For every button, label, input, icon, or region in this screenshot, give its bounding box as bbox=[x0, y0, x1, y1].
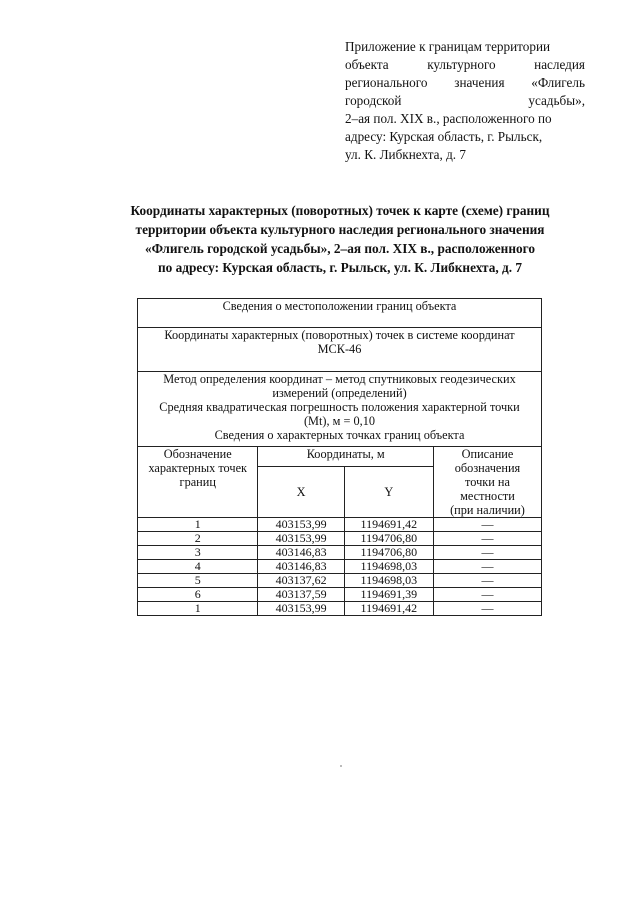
cell-line: характерных точек bbox=[148, 461, 248, 475]
y-cell: 1194706,80 bbox=[344, 546, 433, 560]
table-row bbox=[138, 602, 542, 616]
cell-line: обозначения bbox=[454, 461, 521, 475]
cell-line: границ bbox=[179, 475, 216, 489]
point-id-cell: 3 bbox=[138, 546, 258, 560]
cell-line: (при наличии) bbox=[450, 503, 525, 517]
appendix-line bbox=[345, 74, 585, 92]
appendix-word: «Флигель bbox=[531, 75, 585, 90]
description-cell: — bbox=[433, 560, 541, 574]
y-cell: 1194706,80 bbox=[344, 532, 433, 546]
point-id-cell: 6 bbox=[138, 588, 258, 602]
description-cell: — bbox=[433, 574, 541, 588]
x-cell: 403146,83 bbox=[258, 560, 344, 574]
title-line: Координаты характерных (поворотных) точек к карте (схеме) границ bbox=[130, 203, 550, 218]
point-id-cell: 5 bbox=[138, 574, 258, 588]
table-row bbox=[138, 532, 542, 546]
point-id-cell: 1 bbox=[138, 518, 258, 532]
cell-line: Обозначение bbox=[163, 447, 232, 461]
y-cell: 1194691,42 bbox=[344, 602, 433, 616]
point-id-cell: 1 bbox=[138, 602, 258, 616]
description-cell: — bbox=[433, 532, 541, 546]
appendix-line: адресу: Курская область, г. Рыльск, bbox=[345, 129, 543, 144]
appendix-line: Приложение к границам территории bbox=[345, 39, 551, 54]
appendix-word: культурного bbox=[427, 57, 496, 72]
coordinates-table bbox=[137, 298, 542, 616]
appendix-word: значения bbox=[454, 75, 505, 90]
x-cell: 403137,62 bbox=[258, 574, 344, 588]
appendix-line: 2–ая пол. XIX в., расположенного по bbox=[345, 111, 552, 126]
header-coordinates: Координаты, м bbox=[258, 447, 434, 467]
document-title bbox=[90, 201, 590, 277]
title-line: «Флигель городской усадьбы», 2–ая пол. XIX в., расположенного bbox=[144, 241, 536, 256]
description-cell: — bbox=[433, 518, 541, 532]
title-line: территории объекта культурного наследия регионального значения bbox=[135, 222, 545, 237]
appendix-word: регионального bbox=[345, 75, 428, 90]
cell-line: Метод определения координат – метод спутниковых геодезических bbox=[163, 372, 516, 386]
location-info-cell: Сведения о местоположении границ объекта bbox=[138, 299, 542, 328]
cell-line: местности bbox=[460, 489, 515, 503]
cell-line: Координаты характерных (поворотных) точек в системе координат bbox=[164, 328, 515, 342]
x-cell: 403153,99 bbox=[258, 602, 344, 616]
cell-line: Средняя квадратическая погрешность положения характерной точки bbox=[159, 400, 520, 414]
y-cell: 1194698,03 bbox=[344, 560, 433, 574]
y-cell: 1194691,39 bbox=[344, 588, 433, 602]
cell-line: Описание bbox=[461, 447, 514, 461]
appendix-note bbox=[345, 38, 585, 164]
table-info-row bbox=[138, 299, 542, 328]
table-info-row bbox=[138, 328, 542, 372]
appendix-line: ул. К. Либкнехта, д. 7 bbox=[345, 147, 466, 162]
method-info-cell bbox=[138, 372, 542, 447]
scan-speck bbox=[340, 765, 342, 767]
header-x: X bbox=[258, 467, 344, 518]
table-header-row bbox=[138, 447, 542, 467]
x-cell: 403153,99 bbox=[258, 532, 344, 546]
y-cell: 1194698,03 bbox=[344, 574, 433, 588]
point-id-cell: 4 bbox=[138, 560, 258, 574]
appendix-line bbox=[345, 92, 585, 110]
appendix-word: наследия bbox=[534, 57, 585, 72]
table-row bbox=[138, 546, 542, 560]
table-row bbox=[138, 560, 542, 574]
header-y: Y bbox=[344, 467, 433, 518]
appendix-word: объекта bbox=[345, 57, 389, 72]
coordinate-system-cell bbox=[138, 328, 542, 372]
header-point-id bbox=[138, 447, 258, 518]
table-row bbox=[138, 588, 542, 602]
cell-line: Сведения о характерных точках границ объекта bbox=[214, 428, 465, 442]
x-cell: 403137,59 bbox=[258, 588, 344, 602]
description-cell: — bbox=[433, 588, 541, 602]
table-info-row bbox=[138, 372, 542, 447]
header-description bbox=[433, 447, 541, 518]
appendix-word: городской bbox=[345, 93, 402, 108]
cell-line: (Mt), м = 0,10 bbox=[303, 414, 376, 428]
x-cell: 403146,83 bbox=[258, 546, 344, 560]
cell-line: МСК-46 bbox=[317, 342, 362, 356]
description-cell: — bbox=[433, 602, 541, 616]
title-line: по адресу: Курская область, г. Рыльск, ул. К. Либкнехта, д. 7 bbox=[157, 260, 523, 275]
x-cell: 403153,99 bbox=[258, 518, 344, 532]
cell-line: измерений (определений) bbox=[272, 386, 407, 400]
appendix-word: усадьбы», bbox=[528, 93, 585, 108]
table-row bbox=[138, 574, 542, 588]
y-cell: 1194691,42 bbox=[344, 518, 433, 532]
table-row bbox=[138, 518, 542, 532]
appendix-line bbox=[345, 56, 585, 74]
point-id-cell: 2 bbox=[138, 532, 258, 546]
description-cell: — bbox=[433, 546, 541, 560]
cell-line: точки на bbox=[465, 475, 510, 489]
